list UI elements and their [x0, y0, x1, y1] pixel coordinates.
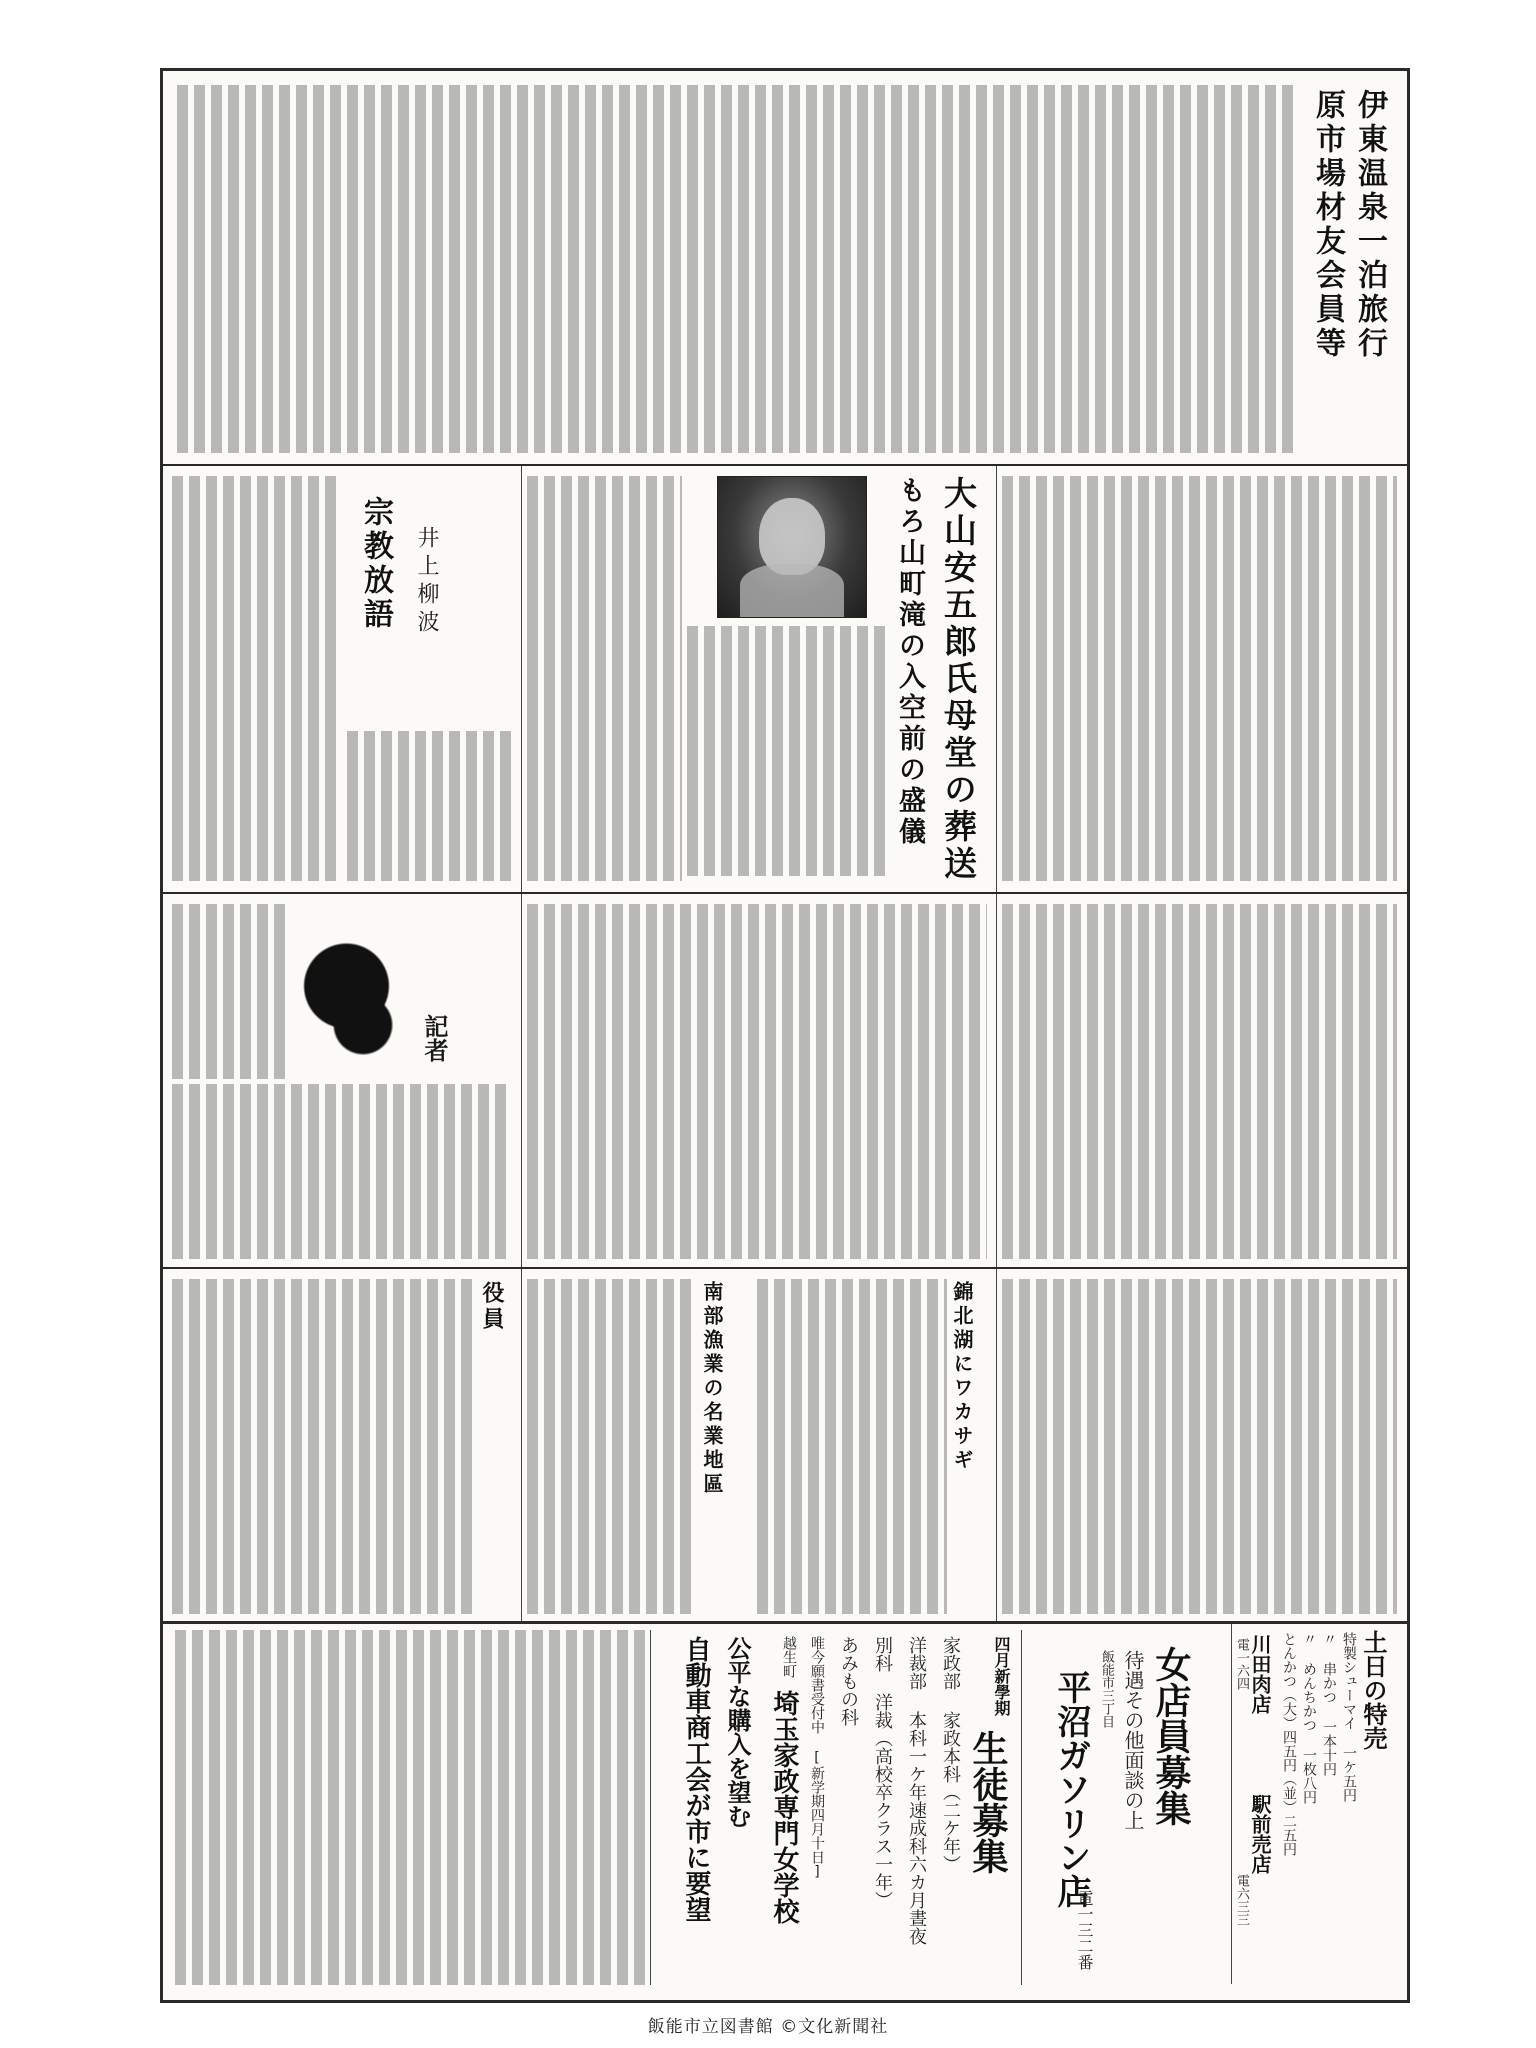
short-item-2-headline: 錦北湖にワカサギ: [950, 1281, 974, 1473]
butcher-item-2: 〃 串かつ 一本十円: [1321, 1632, 1337, 1776]
gas-subtitle: 待遇その他面談の上: [1121, 1650, 1145, 1830]
band-second: [163, 466, 1407, 894]
column-rule: [521, 466, 522, 892]
butcher-item-4: とんかつ（大）四五円（並）二五円: [1281, 1632, 1297, 1856]
butcher-branch-phone: 電六三三: [1234, 1874, 1249, 1926]
article1-continued: [1002, 476, 1397, 881]
short-item-2-body: [757, 1279, 947, 1614]
butcher-branch: 駅前売店: [1248, 1794, 1272, 1874]
column-rule: [996, 1269, 997, 1621]
school-item-2: 洋裁部 本科一ケ年速成科六カ月晝夜: [906, 1636, 927, 1945]
school-location: 越生町: [781, 1636, 797, 1678]
portrait-photo: [717, 476, 867, 618]
gas-phone: 電一三二番: [1075, 1890, 1094, 1970]
article3-headline: 宗教放語: [358, 496, 393, 632]
article1-headline-1: 原市場材友会員等: [1310, 89, 1345, 361]
notice-headline-1: 自動車商工会が市に要望: [681, 1636, 711, 1922]
column-rule: [521, 894, 522, 1267]
school-name: 埼玉家政専門女学校: [769, 1690, 799, 1924]
short-item-1-body: [527, 1279, 697, 1614]
butcher-item-1: 特製シューマイ 一ケ五円: [1341, 1632, 1357, 1802]
article1-text-block: [177, 85, 1297, 453]
article2-headline-2: 大山安五郎氏母堂の葬送: [939, 476, 978, 883]
article2-continued: [527, 904, 987, 1259]
article3-author: 井上柳波: [414, 526, 439, 638]
column-body-2: [172, 904, 287, 1079]
butcher-item-3: 〃 めんちかつ 一枚八円: [1301, 1632, 1317, 1804]
notice-headline-2: 公平な購入を望む: [723, 1636, 751, 1828]
column-rule: [521, 1269, 522, 1621]
column-logo: [297, 934, 407, 1064]
notice-body: [175, 1630, 645, 1985]
band-third: [163, 894, 1407, 1269]
school-title: 生徒募集: [967, 1730, 1008, 1874]
ad-school: [650, 1630, 1022, 1985]
article3-body: [172, 476, 342, 881]
column-body: [172, 1084, 512, 1259]
school-tag: 四月新學期: [992, 1636, 1011, 1716]
school-item-1: 家政部 家政本科（二ケ年）: [940, 1636, 961, 1873]
article1-headline-2: 伊東温泉一泊旅行: [1352, 89, 1387, 361]
column-sign: 記者: [420, 1014, 448, 1062]
short-item-1-headline: 南部漁業の名業地區: [700, 1281, 724, 1497]
school-item-4: あみもの科: [838, 1636, 859, 1726]
ad-gas: [1030, 1640, 1200, 1985]
school-note: 唯今願書受付中 [新学期四月十日]: [809, 1636, 825, 1880]
gas-name: 平沼ガソリン店: [1051, 1670, 1091, 1908]
article2-headline-1: もろ山町滝の入空前の盛儀: [894, 476, 925, 848]
band-fourth: [163, 1269, 1407, 1624]
short-item-3-headline: 役員: [479, 1281, 504, 1333]
school-item-3: 別科 洋裁（高校卒クラス一年）: [872, 1636, 893, 1909]
footer-credit: 飯能市立図書館 ©文化新聞社: [647, 2017, 889, 2037]
article2-body-2: [527, 476, 682, 881]
column-rule: [996, 466, 997, 892]
butcher-phone: 電一六四: [1234, 1638, 1249, 1690]
butcher-name: 川田肉店: [1248, 1634, 1272, 1714]
article-continued-right-2: [1002, 1279, 1397, 1614]
short-item-3-body: [172, 1279, 472, 1614]
band-top: [163, 71, 1407, 466]
ad-butcher: [1231, 1624, 1397, 1984]
gas-title: 女店員募集: [1150, 1646, 1191, 1826]
column-rule: [996, 894, 997, 1267]
article2-body: [687, 626, 887, 876]
gas-address: 飯能市三丁目: [1099, 1650, 1114, 1728]
article3-body-2: [347, 731, 517, 881]
article-continued-right: [1002, 904, 1397, 1259]
butcher-title: 土日の特売: [1359, 1630, 1387, 1750]
